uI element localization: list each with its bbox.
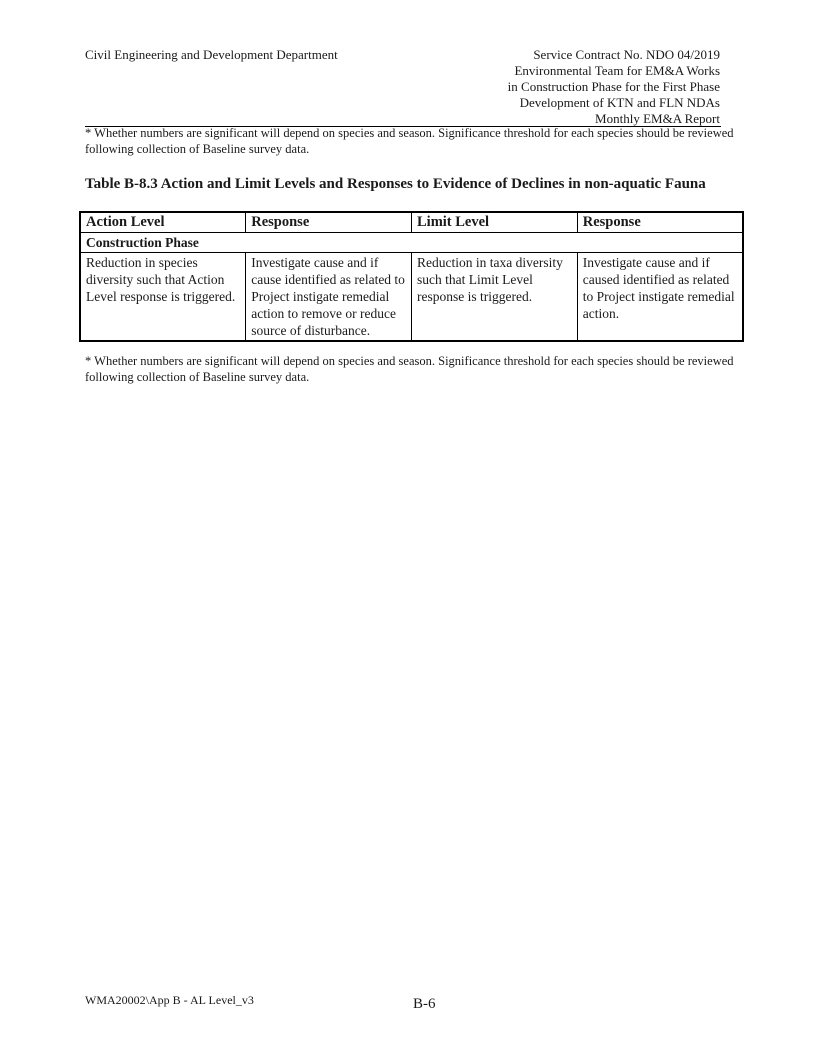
column-header-action-level: Action Level: [80, 212, 246, 233]
column-header-response: Response: [246, 212, 412, 233]
header-line: in Construction Phase for the First Phase: [507, 79, 720, 94]
action-response-cell: Investigate cause and if cause identified as related to Project instigate remedial action to remove or reduce source of disturbance.: [246, 253, 412, 342]
header-department: Civil Engineering and Development Department: [85, 47, 338, 62]
header-line: Service Contract No. NDO 04/2019: [533, 47, 720, 62]
header-contract-info: [508, 47, 720, 127]
table-row: [80, 253, 743, 342]
limit-level-cell: Reduction in taxa diversity such that Limit Level response is triggered.: [412, 253, 578, 342]
action-limit-levels-table: [79, 211, 744, 342]
action-level-cell: Reduction in species diversity such that Action Level response is triggered.: [80, 253, 246, 342]
column-header-response: Response: [577, 212, 743, 233]
header-line: Monthly EM&A Report: [595, 111, 720, 126]
significance-note-bottom: * Whether numbers are significant will depend on species and season. Significance threshold for each species should be reviewed following collection of Baseline survey data.: [85, 354, 734, 384]
header-line: Development of KTN and FLN NDAs: [519, 95, 720, 110]
table-header-row: [80, 212, 743, 233]
limit-response-cell: Investigate cause and if caused identified as related to Project instigate remedial action.: [577, 253, 743, 342]
significance-note-top: * Whether numbers are significant will depend on species and season. Significance threshold for each species should be reviewed following collection of Baseline survey data.: [85, 126, 734, 156]
table-title: Table B-8.3 Action and Limit Levels and Responses to Evidence of Declines in non-aquatic Fauna: [85, 176, 706, 192]
table-phase-row: [80, 233, 743, 253]
footer-page-number: B-6: [413, 996, 436, 1012]
header-line: Environmental Team for EM&A Works: [514, 63, 720, 78]
construction-phase-label: Construction Phase: [80, 233, 743, 253]
column-header-limit-level: Limit Level: [412, 212, 578, 233]
footer-document-reference: WMA20002\App B - AL Level_v3: [85, 993, 254, 1007]
